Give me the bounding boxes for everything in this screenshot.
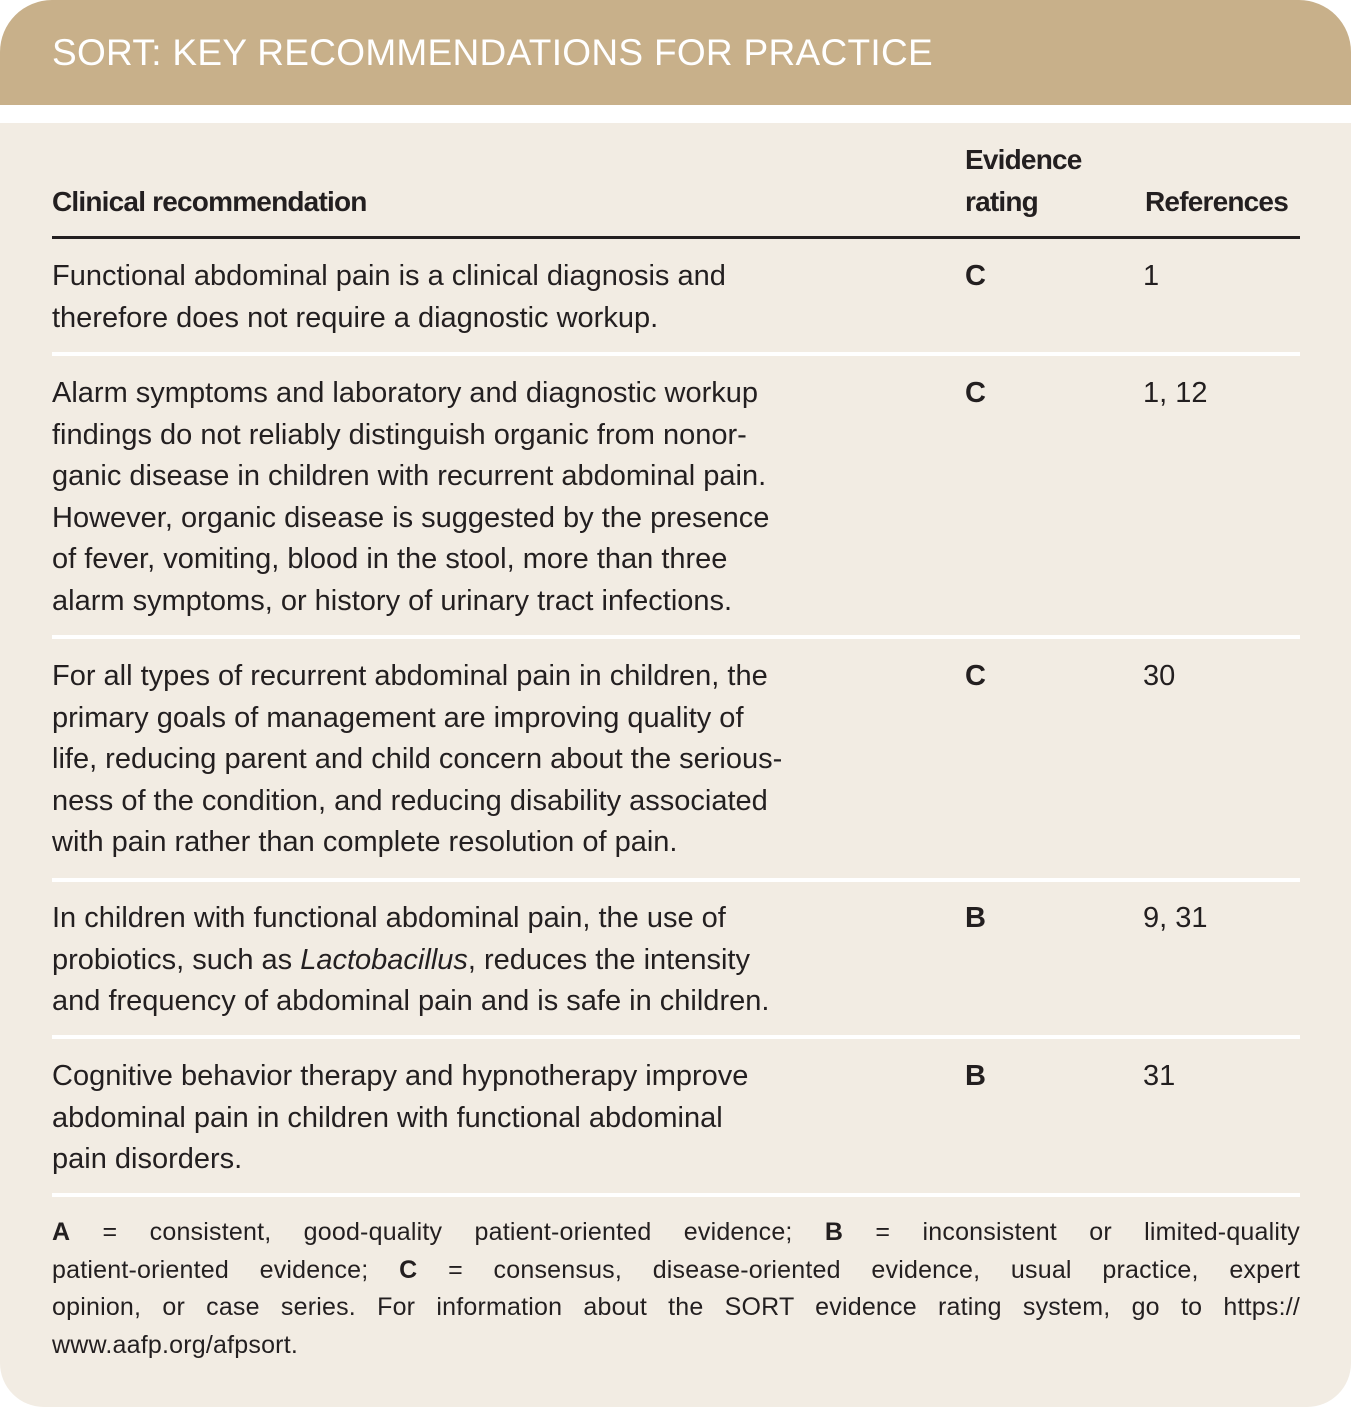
references: 31	[1143, 1060, 1176, 1092]
recommendation-text	[52, 656, 782, 864]
text-line: However, organic disease is suggested by the presence	[52, 501, 770, 534]
legend-line: opinion, or case series. For information about the SORT evidence rating system, go to https://	[52, 1293, 1300, 1321]
recommendation-text	[52, 898, 769, 1023]
column-header-rating	[965, 139, 1082, 223]
evidence-rating: B	[965, 902, 986, 934]
evidence-legend	[52, 1214, 1300, 1364]
text-line: pain disorders.	[52, 1143, 243, 1175]
legend-text: = consistent, good-quality patient-oriented evidence;	[70, 1218, 825, 1246]
text-line: ness of the condition, and reducing disability associated	[52, 784, 768, 817]
grade-a: A	[52, 1218, 71, 1246]
evidence-rating: B	[965, 1060, 986, 1092]
references: 1	[1143, 260, 1160, 292]
italic-term: Lactobacillus	[300, 943, 468, 976]
row-divider	[52, 878, 1300, 882]
text-line: Alarm symptoms and laboratory and diagnostic workup	[52, 377, 758, 409]
text-line: In children with functional abdominal pain, the use of	[52, 902, 726, 934]
text-line: with pain rather than complete resolution of pain.	[52, 826, 678, 858]
legend-text: = consensus, disease-oriented evidence, usual practice, expert	[417, 1255, 1301, 1284]
evidence-rating: C	[965, 377, 986, 409]
legend-line	[52, 1252, 1300, 1290]
text-segment: , reduces the intensity	[467, 943, 750, 976]
card-header	[0, 0, 1351, 105]
legend-text: patient-oriented evidence;	[52, 1255, 400, 1284]
grade-b: B	[824, 1218, 844, 1246]
text-line: findings do not reliably distinguish organic from nonor-	[52, 418, 747, 451]
rating-header-line: rating	[965, 186, 1038, 217]
text-line	[52, 940, 769, 982]
text-segment: probiotics, such as	[52, 943, 301, 976]
column-header-references: References	[1145, 186, 1288, 217]
header-divider	[52, 236, 1300, 239]
sort-link[interactable]: www.aafp.org/afpsort.	[52, 1330, 298, 1359]
text-line: abdominal pain in children with functional abdominal	[52, 1101, 723, 1134]
row-divider	[52, 635, 1300, 639]
column-header-recommendation: Clinical recommendation	[52, 186, 367, 217]
recommendation-text	[52, 373, 769, 622]
text-line: primary goals of management are improving quality of	[52, 701, 744, 734]
evidence-rating: C	[965, 660, 986, 692]
text-line: of fever, vomiting, blood in the stool, more than three	[52, 543, 728, 575]
card-title: SORT: KEY RECOMMENDATIONS FOR PRACTICE	[52, 32, 934, 73]
references: 9, 31	[1143, 902, 1208, 934]
text-line: life, reducing parent and child concern about the serious-	[52, 743, 783, 775]
text-line: Functional abdominal pain is a clinical diagnosis and	[52, 260, 726, 292]
text-line: and frequency of abdominal pain and is safe in children.	[52, 985, 770, 1017]
text-line: alarm symptoms, or history of urinary tract infections.	[52, 584, 733, 617]
row-divider	[52, 352, 1300, 356]
text-line: ganic disease in children with recurrent abdominal pain.	[52, 460, 767, 492]
legend-line	[52, 1214, 1300, 1252]
row-divider	[52, 1193, 1300, 1197]
text-line: For all types of recurrent abdominal pain in children, the	[52, 660, 768, 692]
recommendation-text	[52, 256, 726, 339]
references: 1, 12	[1143, 377, 1208, 409]
evidence-rating: C	[965, 260, 986, 292]
grade-c: C	[399, 1255, 418, 1284]
row-divider	[52, 1035, 1300, 1039]
recommendation-text	[52, 1056, 748, 1181]
legend-text: = inconsistent or limited-quality	[843, 1218, 1300, 1246]
text-line: therefore does not require a diagnostic workup.	[52, 301, 659, 334]
references: 30	[1143, 660, 1176, 692]
text-line: Cognitive behavior therapy and hypnotherapy improve	[52, 1060, 749, 1092]
rating-header-line: Evidence	[965, 144, 1082, 175]
